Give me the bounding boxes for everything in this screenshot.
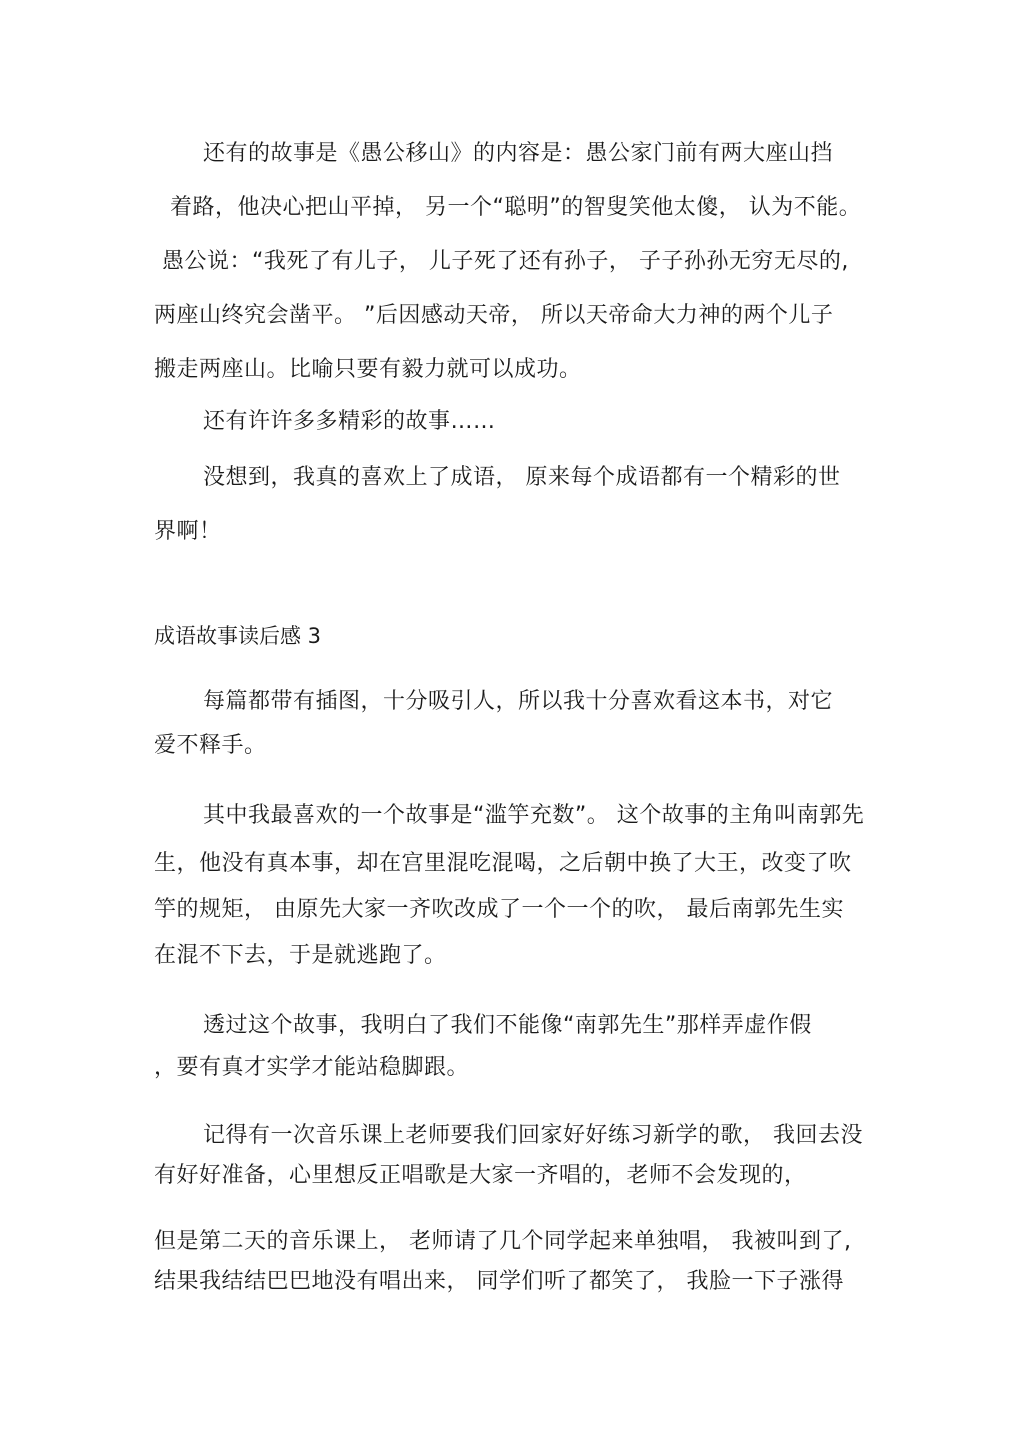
text-line: 没想到，我真的喜欢上了成语， 原来每个成语都有一个精彩的世 bbox=[203, 465, 841, 490]
text-line: 竽的规矩， 由原先大家一齐吹改成了一个一个的吹， 最后南郭先生实 bbox=[154, 897, 844, 922]
text-line: 每篇都带有插图，十分吸引人，所以我十分喜欢看这本书，对它 bbox=[203, 689, 834, 714]
text-line: 有好好准备，心里想反正唱歌是大家一齐唱的，老师不会发现的， bbox=[154, 1163, 807, 1188]
text-line: 爱不释手。 bbox=[154, 733, 267, 758]
text-line: ，要有真才实学才能站稳脚跟。 bbox=[154, 1055, 470, 1080]
text-line: 搬走两座山。比喻只要有毅力就可以成功。 bbox=[154, 357, 582, 382]
text-line: 还有的故事是《愚公移山》的内容是：愚公家门前有两大座山挡 bbox=[203, 141, 834, 166]
text-line: 两座山终究会凿平。 ”后因感动天帝， 所以天帝命大力神的两个儿子 bbox=[154, 303, 834, 328]
text-line: 但是第二天的音乐课上， 老师请了几个同学起来单独唱， 我被叫到了, bbox=[154, 1229, 852, 1254]
text-line: 在混不下去，于是就逃跑了。 bbox=[154, 943, 447, 968]
section-heading: 成语故事读后感 3 bbox=[154, 624, 322, 648]
text-line: 愚公说：“我死了有儿子， 儿子死了还有孙子， 子子孙孙无穷无尽的, bbox=[162, 249, 849, 274]
text-line: 结果我结结巴巴地没有唱出来， 同学们听了都笑了， 我脸一下子涨得 bbox=[154, 1269, 844, 1294]
text-line: 透过这个故事，我明白了我们不能像“南郭先生”那样弄虚作假 bbox=[203, 1013, 812, 1038]
text-line: 生，他没有真本事，却在宫里混吃混喝，之后朝中换了大王，改变了吹 bbox=[154, 851, 852, 876]
text-line: 记得有一次音乐课上老师要我们回家好好练习新学的歌， 我回去没 bbox=[203, 1123, 863, 1148]
text-line: 其中我最喜欢的一个故事是“滥竽充数”。 这个故事的主角叫南郭先 bbox=[203, 803, 865, 828]
text-line: 还有许许多多精彩的故事…… bbox=[203, 409, 496, 434]
text-line: 界啊！ bbox=[154, 519, 222, 544]
text-line: 着路，他决心把山平掉， 另一个“聪明”的智叟笑他太傻， 认为不能。 bbox=[170, 195, 862, 220]
